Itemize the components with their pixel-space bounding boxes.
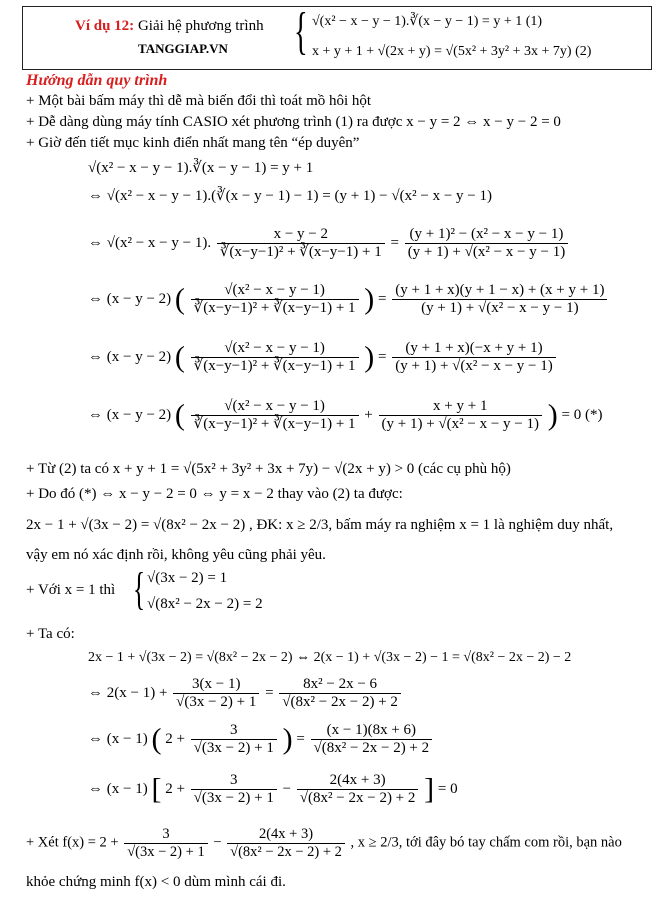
denominator: ∛(x−y−1)² + ∛(x−y−1) + 1	[219, 244, 382, 261]
denominator: (y + 1) + √(x² − x − y − 1)	[407, 244, 566, 261]
step-6-lead: ⇔ (x − y − 2)	[88, 407, 172, 424]
eq2-step-3	[88, 722, 434, 758]
final-frac-right	[227, 826, 345, 860]
step-4	[88, 282, 609, 318]
numerator: 3	[124, 826, 207, 844]
with-x1-line2: √(8x² − 2x − 2) = 2	[147, 596, 263, 612]
numerator: 3(x − 1)	[173, 676, 259, 694]
denominator: √(8x² − 2x − 2) + 2	[282, 694, 398, 711]
step-5-frac-left	[191, 340, 359, 376]
denominator: √(3x − 2) + 1	[193, 740, 274, 757]
eq2-step-4-frac-right	[297, 772, 419, 808]
numerator: 8x² − 2x − 6	[279, 676, 401, 694]
eq2-step-4-frac-left	[191, 772, 277, 808]
eq2-step-2	[88, 676, 403, 712]
step-5-lead: ⇔ (x − y − 2)	[88, 349, 172, 366]
numerator: (y + 1)² − (x² − x − y − 1)	[405, 226, 569, 244]
paragraph: + Do đó (*) ⇔ x − y − 2 = 0 ⇔ y = x − 2 thay vào (2) ta được:	[26, 486, 403, 502]
left-bracket: [	[151, 772, 162, 806]
numerator: x + y + 1	[379, 398, 543, 416]
intro-line: + Giờ đến tiết mục kinh điển nhất mang tên “ép duyên”	[26, 135, 360, 151]
numerator: x − y − 2	[217, 226, 385, 244]
eq2-step-4-tail: = 0	[437, 781, 458, 798]
denominator: √(3x − 2) + 1	[176, 694, 257, 711]
eq2-step-1: 2x − 1 + √(3x − 2) = √(8x² − 2x − 2) ⇔ 2(x − 1) + √(3x − 2) − 1 = √(8x² − 2x − 2) − 2	[88, 650, 572, 665]
denominator: √(8x² − 2x − 2) + 2	[313, 740, 430, 757]
numerator: 3	[191, 772, 277, 790]
step-3	[88, 226, 570, 262]
paragraph: 2x − 1 + √(3x − 2) = √(8x² − 2x − 2) , ĐK: x ≥ 2/3, bấm máy ra nghiệm x = 1 là nghiệm duy nhất,	[26, 517, 614, 533]
with-x1-line1: √(3x − 2) = 1	[147, 570, 228, 586]
right-paren: )	[547, 398, 558, 432]
numerator: √(x² − x − y − 1)	[191, 340, 359, 358]
example-label: Ví dụ 12:	[75, 18, 135, 34]
with-x1-brace: {	[133, 563, 146, 614]
equals-sign: =	[378, 349, 387, 366]
eq2-step-3-a: 2 +	[165, 731, 185, 748]
final-lead: + Xét f(x) = 2 +	[26, 834, 119, 851]
step-3-lead: ⇔ √(x² − x − y − 1).	[88, 235, 212, 252]
right-paren: )	[364, 340, 375, 374]
numerator: (x − 1)(8x + 6)	[311, 722, 433, 740]
step-4-frac-left	[191, 282, 359, 318]
denominator: ∛(x−y−1)² + ∛(x−y−1) + 1	[193, 416, 356, 433]
step-3-frac-right	[405, 226, 569, 262]
final-line-1	[26, 826, 622, 860]
step-1: √(x² − x − y − 1).∛(x − y − 1) = y + 1	[88, 160, 314, 176]
denominator: ∛(x−y−1)² + ∛(x−y−1) + 1	[193, 358, 356, 375]
intro-line: + Dễ dàng dùng máy tính CASIO xét phương trình (1) ra được x − y = 2 ⇔ x − y − 2 = 0	[26, 114, 561, 130]
equals-sign: =	[390, 235, 399, 252]
numerator: 3	[191, 722, 277, 740]
step-2: ⇔ √(x² − x − y − 1).(∛(x − y − 1) − 1) = (y + 1) − √(x² − x − y − 1)	[88, 188, 492, 204]
site-watermark: TANGGIAP.VN	[138, 41, 228, 56]
numerator: 2(4x + 3)	[227, 826, 345, 844]
example-heading	[75, 18, 264, 35]
left-paren: (	[174, 398, 185, 432]
guide-title: Hướng dẫn quy trình	[26, 72, 168, 89]
system-eq1: √(x² − x − y − 1).∛(x − y − 1) = y + 1 (1)	[312, 14, 543, 29]
eq2-step-3-frac-right	[311, 722, 433, 758]
left-paren: (	[174, 340, 185, 374]
with-x1-lead: + Với x = 1 thì	[26, 582, 116, 598]
right-bracket: ]	[424, 772, 435, 806]
step-6	[88, 398, 602, 434]
system-eq2: x + y + 1 + √(2x + y) = √(5x² + 3y² + 3x + 7y) (2)	[312, 44, 592, 59]
eq2-step-4	[88, 772, 458, 808]
denominator: √(3x − 2) + 1	[127, 843, 205, 860]
ta-co-label: + Ta có:	[26, 626, 75, 642]
eq2-step-2-frac-right	[279, 676, 401, 712]
minus-sign: −	[213, 834, 222, 851]
numerator: (y + 1 + x)(y + 1 − x) + (x + y + 1)	[392, 282, 607, 300]
eq2-step-4-a: 2 +	[165, 781, 185, 798]
step-6-frac-left	[191, 398, 359, 434]
denominator: (y + 1) + √(x² − x − y − 1)	[395, 358, 553, 375]
denominator: √(8x² − 2x − 2) + 2	[230, 843, 342, 860]
equals-sign: =	[378, 291, 387, 308]
step-5-frac-right	[392, 340, 556, 376]
system-brace: {	[294, 3, 308, 60]
paragraph: vậy em nó xác định rồi, không yêu cũng phải yêu.	[26, 547, 326, 563]
denominator: (y + 1) + √(x² − x − y − 1)	[381, 416, 540, 433]
eq2-step-3-lead: ⇔ (x − 1)	[88, 731, 148, 748]
step-3-frac-left	[217, 226, 385, 262]
step-5	[88, 340, 558, 376]
right-paren: )	[364, 282, 375, 316]
equals-sign: =	[265, 685, 274, 702]
numerator: √(x² − x − y − 1)	[191, 398, 359, 416]
paragraph: + Từ (2) ta có x + y + 1 = √(5x² + 3y² + 3x + 7y) − √(2x + y) > 0 (các cụ phù hộ)	[26, 461, 511, 477]
denominator: (y + 1) + √(x² − x − y − 1)	[421, 300, 579, 317]
left-paren: (	[151, 722, 162, 756]
final-line-2: khỏe chứng minh f(x) < 0 dùm mình cái đi.	[26, 874, 286, 890]
intro-line: + Một bài bấm máy thì dễ mà biến đổi thì toát mồ hôi hột	[26, 93, 372, 109]
eq2-step-4-lead: ⇔ (x − 1)	[88, 781, 148, 798]
example-task: Giải hệ phương trình	[137, 18, 264, 34]
denominator: ∛(x−y−1)² + ∛(x−y−1) + 1	[193, 300, 356, 317]
denominator: √(8x² − 2x − 2) + 2	[299, 790, 416, 807]
plus-sign: +	[364, 407, 373, 424]
numerator: √(x² − x − y − 1)	[191, 282, 359, 300]
numerator: (y + 1 + x)(−x + y + 1)	[392, 340, 556, 358]
eq2-step-3-frac-left	[191, 722, 277, 758]
final-frac-left	[124, 826, 207, 860]
final-condition: , x ≥ 2/3, tới đây bó tay chấm com rồi, bạn nào	[350, 834, 622, 851]
eq2-step-2-lead: ⇔ 2(x − 1) +	[88, 685, 168, 702]
step-6-tail: = 0 (*)	[561, 407, 603, 424]
step-6-frac-right	[379, 398, 543, 434]
left-paren: (	[174, 282, 185, 316]
step-4-lead: ⇔ (x − y − 2)	[88, 291, 172, 308]
minus-sign: −	[282, 781, 292, 798]
denominator: √(3x − 2) + 1	[193, 790, 274, 807]
numerator: 2(4x + 3)	[297, 772, 419, 790]
eq2-step-2-frac-left	[173, 676, 259, 712]
equals-sign: =	[296, 731, 305, 748]
step-4-frac-right	[392, 282, 607, 318]
right-paren: )	[282, 722, 293, 756]
